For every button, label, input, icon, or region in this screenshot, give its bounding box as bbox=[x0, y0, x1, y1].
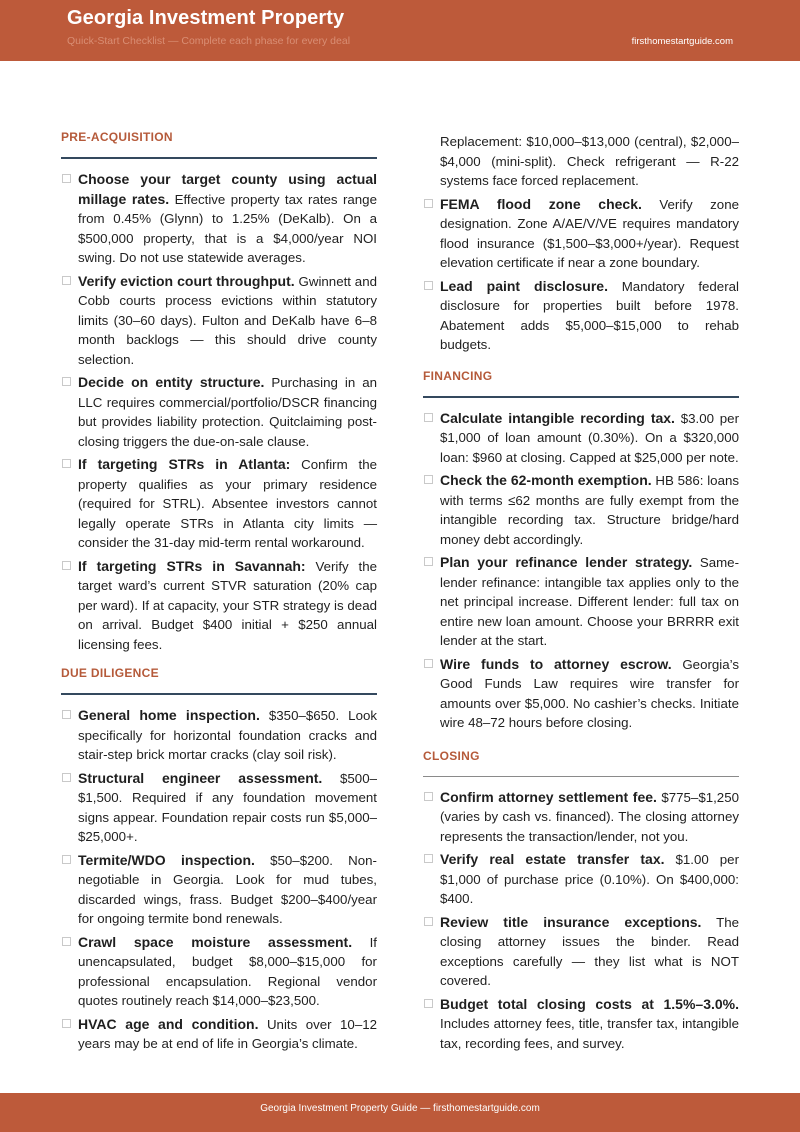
item-title: Termite/WDO inspection. bbox=[78, 851, 255, 868]
item-body: The closing attorney issues the binder. Read exceptions carefully — they list what is NOT covered. bbox=[440, 914, 739, 988]
item-body: Mandatory federal disclosure for properties built before 1978. Abatement adds $5,000–$15,000 to rehab budgets. bbox=[440, 278, 739, 352]
item-body: $3.00 per $1,000 of loan amount (0.30%). On a $320,000 loan: $960 at closing. Capped at $25,000 per note. bbox=[440, 410, 739, 465]
item-body: Effective property tax rates range from 0.45% (Glynn) to 1.25% (DeKalb). On a $500,000 property, that is a $4,000/year NOI swing. Do not use statewide averages. bbox=[78, 191, 377, 265]
item-body: Gwinnett and Cobb courts process evictions within statutory limits (30–60 days). Fulton and DeKalb have 6–8 month backlogs — this should drive county selection. bbox=[78, 273, 377, 367]
checklist-item bbox=[423, 850, 739, 909]
page-subtitle: Quick-Start Checklist — Complete each phase for every deal bbox=[67, 35, 351, 47]
checkbox[interactable] bbox=[424, 792, 433, 801]
checklist-item bbox=[61, 769, 377, 847]
item-body: Confirm the property qualifies as your primary residence (required for STRL). Absentee investors cannot legally operate STRs in Atlanta city limits — consider the 31-day mid-term rental workaround. bbox=[78, 457, 377, 550]
checklist-item bbox=[61, 557, 377, 655]
item-title: FEMA flood zone check. bbox=[440, 195, 642, 212]
checkbox[interactable] bbox=[424, 413, 433, 422]
section-title: DUE DILIGENCE bbox=[61, 666, 159, 680]
checkbox[interactable] bbox=[424, 281, 433, 290]
checklist-item bbox=[423, 409, 739, 468]
checklist-item bbox=[423, 195, 739, 273]
checkbox[interactable] bbox=[62, 710, 71, 719]
item-title: Choose your target county using actual millage rates. bbox=[78, 171, 377, 207]
item-title: Structural engineer assessment. bbox=[78, 769, 323, 786]
section-title: FINANCING bbox=[423, 368, 493, 383]
item-continuation: Replacement: $10,000–$13,000 (central), $2,000–$4,000 (mini-split). Check refrigerant — R-22 systems face forced replacement. bbox=[440, 134, 739, 188]
checklist-item bbox=[61, 1015, 377, 1054]
checkbox[interactable] bbox=[424, 475, 433, 484]
checkbox[interactable] bbox=[62, 937, 71, 946]
section-divider bbox=[61, 693, 377, 695]
item-title: HVAC age and condition. bbox=[78, 1015, 259, 1032]
checklist-item bbox=[61, 272, 377, 370]
checklist-item bbox=[423, 553, 739, 651]
checkbox[interactable] bbox=[62, 377, 71, 386]
item-body: Georgia’s Good Funds Law requires wire transfer for amounts over $5,000. No cashier’s checks. Initiate wire 48–72 hours before closing. bbox=[440, 656, 739, 730]
item-title: Crawl space moisture assessment. bbox=[78, 933, 353, 950]
checkbox[interactable] bbox=[424, 854, 433, 863]
page-header bbox=[0, 0, 800, 61]
item-title: Review title insurance exceptions. bbox=[440, 913, 702, 930]
checkbox[interactable] bbox=[424, 917, 433, 926]
item-body: Same-lender refinance: intangible tax applies only to the net principal increase. Different lender: full tax on entire new loan amount. Choose your BRRRR exit lender at the start. bbox=[440, 555, 739, 648]
item-body: Verify the target ward’s current STVR saturation (20% cap per ward). If at capacity, your STR strategy is dead on arrival. Budget $400 initial + $250 annual licensing fees. bbox=[78, 558, 378, 652]
checklist-item bbox=[423, 995, 739, 1054]
checklist-item bbox=[423, 788, 739, 847]
item-title: Plan your refinance lender strategy. bbox=[440, 554, 693, 570]
checklist-item bbox=[61, 170, 377, 268]
footer-text: Georgia Investment Property Guide — firsthomestartguide.com bbox=[260, 1103, 540, 1114]
checklist-item bbox=[61, 373, 377, 451]
section-divider bbox=[423, 396, 739, 398]
checkbox[interactable] bbox=[424, 199, 433, 208]
checklist-item bbox=[423, 277, 739, 355]
page-footer bbox=[0, 1093, 800, 1132]
section-title: PRE-ACQUISITION bbox=[61, 130, 173, 144]
checkbox[interactable] bbox=[62, 1019, 71, 1028]
checklist-item bbox=[423, 913, 739, 991]
checkbox[interactable] bbox=[62, 174, 71, 183]
checkbox[interactable] bbox=[424, 659, 433, 668]
item-body: Includes attorney fees, title, transfer tax, intangible tax, recording fees, and survey. bbox=[440, 1016, 739, 1051]
checklist-item bbox=[61, 455, 377, 553]
item-title: General home inspection. bbox=[78, 707, 260, 723]
section-closing bbox=[423, 749, 739, 1054]
item-title: Lead paint disclosure. bbox=[440, 277, 608, 294]
item-body: $350–$650. Look specifically for horizontal foundation cracks and stair-step brick mortar cracks (clay soil risk). bbox=[78, 708, 378, 762]
item-title: If targeting STRs in Savannah: bbox=[78, 557, 306, 574]
item-body: $50–$200. Non-negotiable in Georgia. Look for mud tubes, discarded wings, frass. Budget $200–$400/year for ongoing termite bond renewals. bbox=[78, 852, 377, 926]
left-column bbox=[61, 130, 377, 1066]
page-title: Georgia Investment Property bbox=[67, 7, 345, 29]
checkbox[interactable] bbox=[62, 773, 71, 782]
item-body: If unencapsulated, budget $8,000–$15,000 for professional encapsulation. Regional vendor quotes routinely reach $14,000–$23,500. bbox=[78, 934, 377, 1008]
section-due-diligence bbox=[61, 666, 377, 1054]
checklist-item bbox=[423, 655, 739, 733]
checklist-item bbox=[423, 471, 739, 549]
item-title: Calculate intangible recording tax. bbox=[440, 409, 675, 426]
section-divider bbox=[423, 776, 739, 777]
checkbox[interactable] bbox=[62, 855, 71, 864]
item-title: Confirm attorney settlement fee. bbox=[440, 788, 657, 805]
item-body: HB 586: loans with terms ≤62 months are fully exempt from the intangible recording tax. Structure bridge/hard money debt accordingly. bbox=[440, 473, 740, 547]
section-financing bbox=[423, 369, 739, 733]
item-body: $775–$1,250 (varies by cash vs. financed). The closing attorney represents the transaction/lender, not you. bbox=[440, 789, 739, 844]
item-title: Wire funds to attorney escrow. bbox=[440, 655, 672, 672]
header-site-link[interactable]: firsthomestartguide.com bbox=[631, 36, 733, 47]
checklist-item bbox=[61, 851, 377, 929]
checkbox[interactable] bbox=[62, 561, 71, 570]
item-title: Verify eviction court throughput. bbox=[78, 272, 295, 289]
item-title: If targeting STRs in Atlanta: bbox=[78, 456, 291, 472]
item-body: $1.00 per $1,000 of purchase price (0.10%). On $400,000: $400. bbox=[440, 852, 739, 906]
checklist-item bbox=[61, 933, 377, 1011]
section-pre-acquisition bbox=[61, 130, 377, 654]
section-divider bbox=[61, 157, 377, 159]
item-body: Units over 10–12 years may be at end of life in Georgia’s climate. bbox=[78, 1016, 377, 1051]
item-title: Budget total closing costs at 1.5%–3.0%. bbox=[440, 995, 739, 1012]
item-title: Check the 62-month exemption. bbox=[440, 472, 652, 488]
item-title: Decide on entity structure. bbox=[78, 374, 265, 390]
item-body: Verify zone designation. Zone A/AE/V/VE requires mandatory flood insurance ($1,500–$3,000+/year). Request elevation certificate if near a zone boundary. bbox=[440, 196, 739, 270]
checkbox[interactable] bbox=[62, 276, 71, 285]
checkbox[interactable] bbox=[424, 557, 433, 566]
item-body: $500–$1,500. Required if any foundation movement signs appear. Foundation repair costs run $5,000–$25,000+. bbox=[78, 770, 377, 844]
right-column bbox=[423, 132, 739, 1065]
checkbox[interactable] bbox=[62, 459, 71, 468]
checkbox[interactable] bbox=[424, 999, 433, 1008]
item-title: Verify real estate transfer tax. bbox=[440, 851, 665, 867]
item-body: Purchasing in an LLC requires commercial/portfolio/DSCR financing but provides liability protection. Quitclaiming post-closing triggers the due-on-sale clause. bbox=[78, 375, 377, 449]
section-title: CLOSING bbox=[423, 748, 480, 763]
checklist-item bbox=[61, 706, 377, 765]
